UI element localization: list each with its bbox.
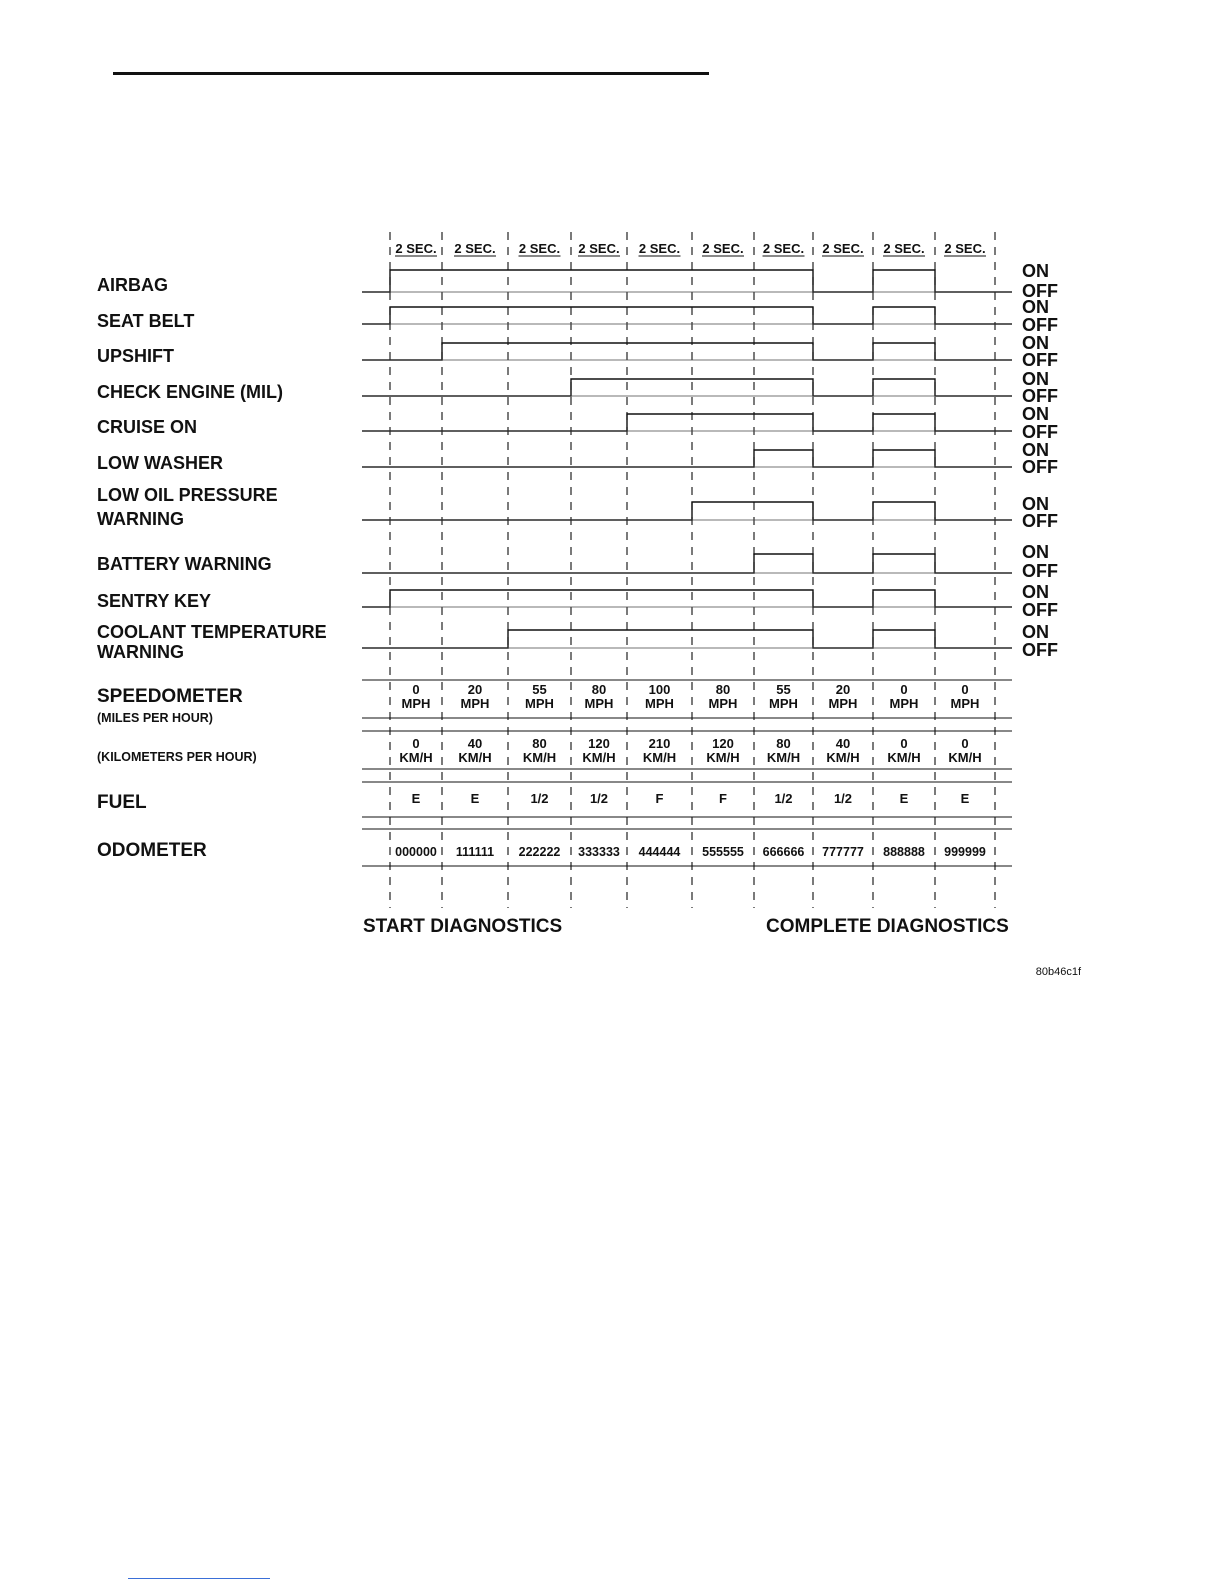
- gauge-unit: KM/H: [948, 750, 982, 765]
- off-label: OFF: [1022, 422, 1058, 442]
- gauge-value: 0: [412, 736, 420, 751]
- signal-waveform: [362, 450, 1012, 467]
- signal-label: UPSHIFT: [97, 346, 175, 366]
- signal-label: LOW WASHER: [97, 453, 223, 473]
- on-label: ON: [1022, 440, 1049, 460]
- on-label: ON: [1022, 261, 1049, 281]
- period-label: 2 SEC.: [822, 241, 864, 256]
- gauge-value: 000000: [395, 845, 437, 859]
- gauge-value: 20: [835, 682, 851, 697]
- period-label: 2 SEC.: [944, 241, 986, 256]
- signal-label: SENTRY KEY: [97, 591, 212, 611]
- gauge-unit: KM/H: [887, 750, 921, 765]
- gauge-unit: KM/H: [582, 750, 616, 765]
- on-label: ON: [1022, 404, 1049, 424]
- gauge-unit: KM/H: [706, 750, 740, 765]
- gauge-value: E: [411, 791, 421, 806]
- off-label: OFF: [1022, 281, 1058, 301]
- on-label: ON: [1022, 542, 1049, 562]
- signal-label: CHECK ENGINE (MIL): [97, 382, 283, 402]
- gauge-label: SPEEDOMETER: [97, 686, 243, 707]
- gauge-label: ODOMETER: [97, 840, 207, 861]
- figure-code: 80b46c1f: [1035, 966, 1081, 978]
- on-label: ON: [1022, 494, 1049, 514]
- gauge-unit: KM/H: [458, 750, 492, 765]
- signal-label: WARNING: [97, 509, 184, 529]
- signal-waveform: [362, 414, 1012, 431]
- on-label: ON: [1022, 622, 1049, 642]
- period-label: 2 SEC.: [702, 241, 744, 256]
- gauge-value: E: [470, 791, 480, 806]
- gauge-value: F: [655, 791, 664, 806]
- gauge-unit: KM/H: [642, 750, 677, 765]
- signal-waveform: [362, 270, 1012, 292]
- gauge-value: 80: [776, 736, 791, 751]
- gauge-value: 555555: [702, 845, 744, 859]
- on-label: ON: [1022, 369, 1049, 389]
- off-label: OFF: [1022, 350, 1058, 370]
- gauge-unit: KM/H: [399, 750, 433, 765]
- gauge-value: F: [719, 791, 727, 806]
- period-label: 2 SEC.: [762, 241, 805, 256]
- gauge-value: 55: [776, 682, 791, 697]
- off-label: OFF: [1022, 640, 1058, 660]
- footer-link-underline: [128, 1578, 270, 1579]
- off-label: OFF: [1022, 457, 1058, 477]
- signal-label: BATTERY WARNING: [97, 554, 272, 574]
- gauge-value: 120: [712, 736, 734, 751]
- off-label: OFF: [1022, 561, 1058, 581]
- off-label: OFF: [1022, 511, 1058, 531]
- gauge-value: 333333: [578, 845, 620, 859]
- gauge-value: 80: [591, 682, 607, 697]
- gauge-value: 0: [961, 736, 969, 751]
- gauge-value: 0: [900, 682, 908, 697]
- gauge-unit: MPH: [769, 696, 798, 711]
- gauge-unit: KM/H: [826, 750, 860, 765]
- gauge-value: 222222: [518, 845, 561, 859]
- gauge-sublabel: (MILES PER HOUR): [97, 711, 213, 725]
- off-label: OFF: [1022, 600, 1058, 620]
- gauge-value: 666666: [762, 845, 805, 859]
- gauge-value: E: [899, 791, 909, 806]
- gauge-unit: KM/H: [522, 750, 557, 765]
- period-label: 2 SEC.: [395, 241, 437, 256]
- gauge-unit: MPH: [525, 696, 554, 711]
- gauge-label: FUEL: [97, 792, 147, 813]
- gauge-value: 1/2: [530, 791, 549, 806]
- gauge-unit: MPH: [584, 696, 614, 711]
- complete-diagnostics-label: COMPLETE DIAGNOSTICS: [766, 916, 1009, 937]
- gauge-value: 1/2: [774, 791, 793, 806]
- gauge-value: 111111: [455, 845, 495, 859]
- gauge-value: 888888: [883, 845, 925, 859]
- start-diagnostics-label: START DIAGNOSTICS: [363, 916, 563, 937]
- gauge-value: 80: [532, 736, 547, 751]
- period-label: 2 SEC.: [638, 241, 681, 256]
- signal-waveform: [362, 590, 1012, 607]
- gauge-value: 444444: [638, 845, 681, 859]
- signal-label: SEAT BELT: [97, 311, 195, 331]
- signal-waveform: [362, 343, 1012, 360]
- signal-waveform: [362, 630, 1012, 648]
- gauge-value: 80: [715, 682, 731, 697]
- gauge-sublabel: (KILOMETERS PER HOUR): [97, 750, 257, 764]
- gauge-unit: MPH: [708, 696, 738, 711]
- gauge-value: 1/2: [833, 791, 853, 806]
- signal-label: WARNING: [97, 642, 184, 662]
- on-label: ON: [1022, 582, 1049, 602]
- gauge-value: 55: [532, 682, 547, 697]
- period-label: 2 SEC.: [883, 241, 925, 256]
- period-label: 2 SEC.: [518, 241, 561, 256]
- period-label: 2 SEC.: [454, 241, 496, 256]
- gauge-unit: MPH: [645, 696, 674, 711]
- gauge-value: 20: [467, 682, 483, 697]
- off-label: OFF: [1022, 315, 1058, 335]
- gauge-unit: KM/H: [766, 750, 801, 765]
- gauge-value: 999999: [944, 845, 986, 859]
- gauge-value: E: [960, 791, 970, 806]
- gauge-unit: MPH: [828, 696, 858, 711]
- signal-waveform: [362, 307, 1012, 324]
- gauge-value: 40: [835, 736, 851, 751]
- gauge-value: 0: [412, 682, 420, 697]
- on-label: ON: [1022, 333, 1049, 353]
- gauge-unit: MPH: [460, 696, 490, 711]
- gauge-value: 120: [588, 736, 610, 751]
- gauge-unit: MPH: [401, 696, 431, 711]
- signal-waveform: [362, 379, 1012, 396]
- signal-waveform: [362, 502, 1012, 520]
- signal-label: CRUISE ON: [97, 417, 198, 437]
- gauge-value: 0: [900, 736, 908, 751]
- signal-label: COOLANT TEMPERATURE: [97, 622, 327, 642]
- gauge-value: 777777: [822, 845, 864, 859]
- gauge-unit: MPH: [889, 696, 919, 711]
- gauge-value: 40: [467, 736, 483, 751]
- gauge-value: 1/2: [589, 791, 609, 806]
- off-label: OFF: [1022, 386, 1058, 406]
- signal-label: AIRBAG: [97, 275, 168, 295]
- signal-label: LOW OIL PRESSURE: [97, 485, 278, 505]
- period-label: 2 SEC.: [578, 241, 620, 256]
- gauge-value: 210: [648, 736, 671, 751]
- gauge-value: 0: [961, 682, 969, 697]
- gauge-value: 100: [648, 682, 671, 697]
- on-label: ON: [1022, 297, 1049, 317]
- signal-waveform: [362, 554, 1012, 573]
- gauge-unit: MPH: [950, 696, 980, 711]
